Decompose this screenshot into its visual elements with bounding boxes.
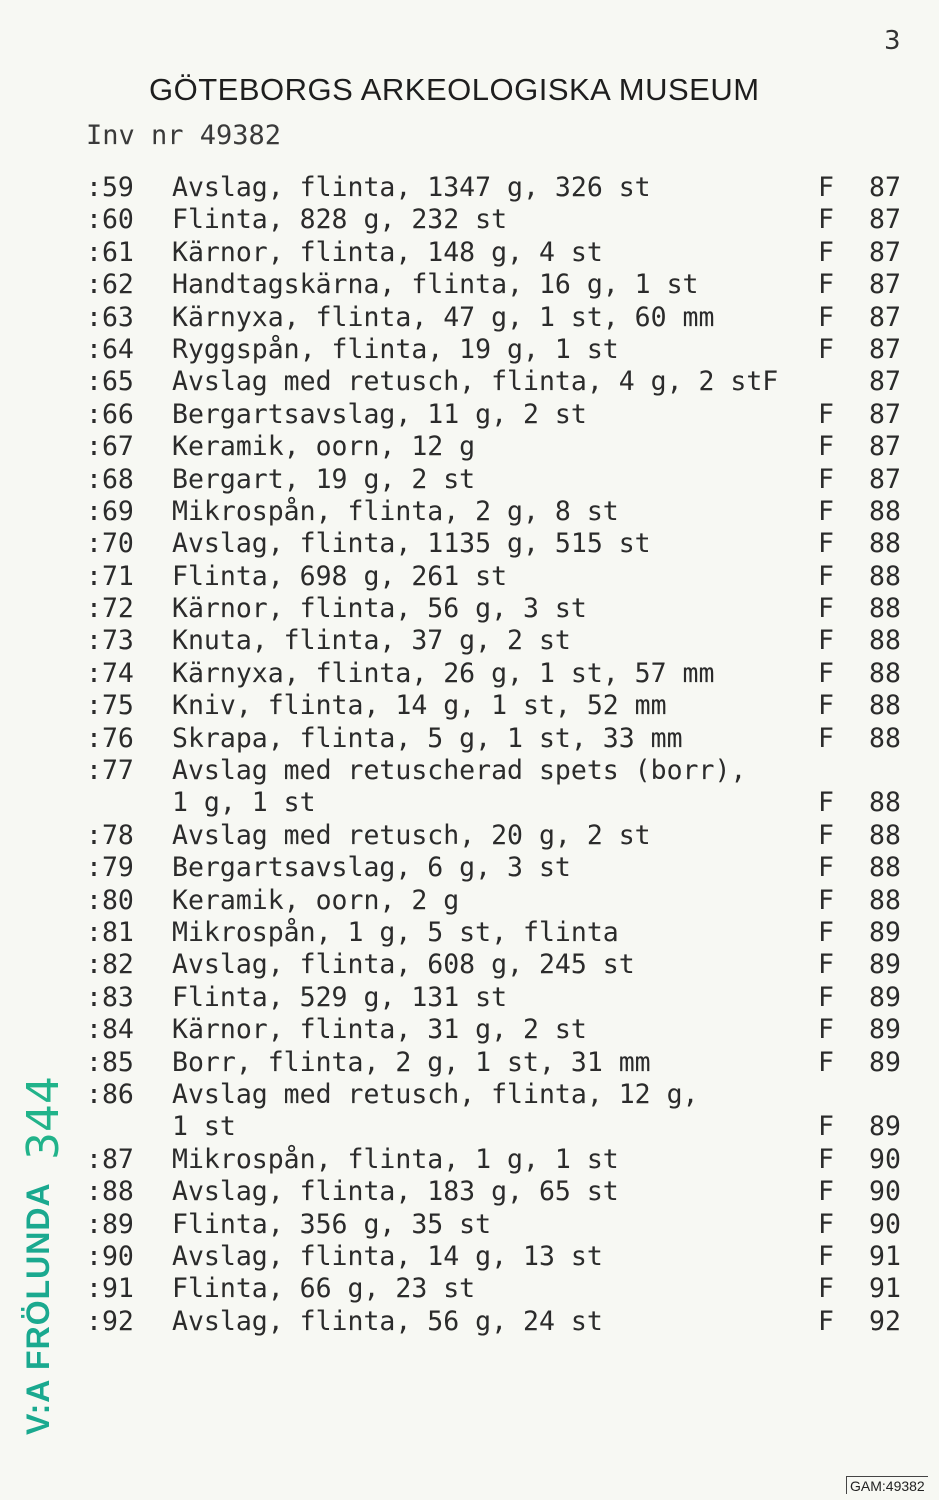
catalog-entry-row [0,204,939,236]
entry-description: Kärnyxa, flinta, 26 g, 1 st, 57 mm [172,657,715,689]
entry-description: Kärnyxa, flinta, 47 g, 1 st, 60 mm [172,301,715,333]
entry-description: Flinta, 66 g, 23 st [172,1273,476,1305]
entry-number: :73 [86,625,134,657]
entry-description: Borr, flinta, 2 g, 1 st, 31 mm [172,1046,651,1078]
entry-description: Mikrospån, flinta, 2 g, 8 st [172,495,619,527]
handwritten-site-number: 344 [18,1076,69,1160]
entry-folder-code: F [818,593,834,625]
entry-description: Avslag, flinta, 56 g, 24 st [172,1305,603,1337]
entry-page-ref: 87 [869,236,901,268]
catalog-entry-row [0,885,939,917]
catalog-entry-row [0,723,939,755]
entry-number: :75 [86,690,134,722]
entry-description: Bergartsavslag, 11 g, 2 st [172,398,587,430]
entry-description: Flinta, 828 g, 232 st [172,204,508,236]
entry-description: Handtagskärna, flinta, 16 g, 1 st [172,269,699,301]
entry-folder-code: F [818,398,834,430]
entry-folder-code: F [818,884,834,916]
entry-folder-code: F [818,236,834,268]
entry-page-ref: 87 [869,269,901,301]
entry-description: Avslag med retusch, flinta, 4 g, 2 stF [172,366,779,398]
catalog-entry-row [0,237,939,269]
entry-folder-code: F [818,1273,834,1305]
entry-page-ref: 88 [869,787,901,819]
entry-description: Ryggspån, flinta, 19 g, 1 st [172,333,619,365]
entry-page-ref: 87 [869,333,901,365]
entry-folder-code: F [818,528,834,560]
entry-number: :89 [86,1208,134,1240]
entry-folder-code: F [818,722,834,754]
catalog-entry-row [0,949,939,981]
catalog-entry-row [0,496,939,528]
entry-number: :70 [86,528,134,560]
catalog-entry-row [0,593,939,625]
entry-number: :62 [86,269,134,301]
entry-number: :80 [86,884,134,916]
entry-description: Avslag, flinta, 1347 g, 326 st [172,172,651,203]
entry-description: Skrapa, flinta, 5 g, 1 st, 33 mm [172,722,683,754]
entry-page-ref: 88 [869,690,901,722]
entry-number: :81 [86,916,134,948]
entry-number: :77 [86,755,134,787]
catalog-entry-row [0,399,939,431]
entry-page-ref: 89 [869,1014,901,1046]
entry-number: :66 [86,398,134,430]
entry-page-ref: 88 [869,593,901,625]
entry-folder-code: F [818,1046,834,1078]
catalog-entry-row [0,302,939,334]
entry-number: :69 [86,495,134,527]
catalog-entry-row [0,1079,939,1111]
entry-folder-code: F [818,463,834,495]
entry-folder-code: F [818,916,834,948]
entry-page-ref: 92 [869,1305,901,1337]
entry-folder-code: F [818,787,834,819]
catalog-entry-row [0,464,939,496]
entry-folder-code: F [818,495,834,527]
entry-number: :83 [86,981,134,1013]
catalog-entry-row [0,755,939,787]
entry-page-ref: 88 [869,819,901,851]
entry-number: :65 [86,366,134,398]
entry-page-ref: 89 [869,1046,901,1078]
entry-folder-code: F [818,981,834,1013]
entry-description: Mikrospån, flinta, 1 g, 1 st [172,1143,619,1175]
catalog-entry-row [0,1047,939,1079]
entry-folder-code: F [818,431,834,463]
entry-number: :59 [86,172,134,203]
entry-number: :79 [86,852,134,884]
entry-folder-code: F [818,852,834,884]
entry-page-ref: 87 [869,398,901,430]
entry-folder-code: F [818,690,834,722]
entry-folder-code: F [818,269,834,301]
catalog-entry-row [0,658,939,690]
catalog-entry-row [0,1144,939,1176]
catalog-entry-row [0,561,939,593]
catalog-entry-row [0,366,939,398]
entry-page-ref: 89 [869,1111,901,1143]
entry-page-ref: 90 [869,1143,901,1175]
entry-folder-code: F [818,172,834,203]
entry-page-ref: 88 [869,625,901,657]
entry-folder-code: F [818,1014,834,1046]
catalog-entry-row [0,852,939,884]
entry-page-ref: 87 [869,366,901,398]
entry-description: Kärnor, flinta, 31 g, 2 st [172,1014,587,1046]
entry-number: :64 [86,333,134,365]
entry-number: :87 [86,1143,134,1175]
entry-number: :74 [86,657,134,689]
entry-page-ref: 90 [869,1176,901,1208]
entry-number: :91 [86,1273,134,1305]
entry-page-ref: 88 [869,495,901,527]
catalog-entry-row [0,917,939,949]
entry-folder-code: F [818,1143,834,1175]
site-stamp: V:A FRÖLUNDA [20,1182,56,1435]
entry-number: :72 [86,593,134,625]
catalog-entry-row [0,1176,939,1208]
entry-page-ref: 87 [869,463,901,495]
entry-description: Bergart, 19 g, 2 st [172,463,476,495]
entry-description: Avslag med retusch, flinta, 12 g, [172,1078,699,1110]
entry-description: Kärnor, flinta, 148 g, 4 st [172,236,603,268]
entry-page-ref: 91 [869,1240,901,1272]
entry-description: Knuta, flinta, 37 g, 2 st [172,625,571,657]
entry-folder-code: F [818,1176,834,1208]
entry-page-ref: 88 [869,852,901,884]
entry-folder-code: F [818,204,834,236]
entry-number: :92 [86,1305,134,1337]
entry-description: Avslag, flinta, 183 g, 65 st [172,1176,619,1208]
entry-number: :82 [86,949,134,981]
entry-folder-code: F [818,333,834,365]
entry-page-ref: 89 [869,949,901,981]
entry-number: :71 [86,560,134,592]
entry-page-ref: 88 [869,884,901,916]
entry-description: Kniv, flinta, 14 g, 1 st, 52 mm [172,690,667,722]
catalog-entry-row [0,820,939,852]
entry-description: Avslag, flinta, 1135 g, 515 st [172,528,651,560]
entry-page-ref: 90 [869,1208,901,1240]
entry-number: :78 [86,819,134,851]
entry-number: :60 [86,204,134,236]
catalog-entry-row [0,269,939,301]
entry-page-ref: 88 [869,560,901,592]
entry-folder-code: F [818,949,834,981]
entry-description: Kärnor, flinta, 56 g, 3 st [172,593,587,625]
entry-description: Avslag, flinta, 608 g, 245 st [172,949,635,981]
entry-page-ref: 89 [869,981,901,1013]
entry-folder-code: F [818,1240,834,1272]
catalog-entry-row [0,1241,939,1273]
catalog-entry-row [0,334,939,366]
catalog-entry-row [0,1306,939,1338]
entry-description: Mikrospån, 1 g, 5 st, flinta [172,916,619,948]
entry-page-ref: 88 [869,722,901,754]
entry-number: :90 [86,1240,134,1272]
catalog-entry-row [0,1111,939,1143]
catalog-entry-row [0,1014,939,1046]
entry-description: Avslag med retusch, 20 g, 2 st [172,819,651,851]
catalog-entry-row [0,690,939,722]
entry-page-ref: 87 [869,431,901,463]
inventory-number: Inv nr 49382 [86,120,282,151]
entry-description: 1 g, 1 st [172,787,316,819]
entry-number: :61 [86,236,134,268]
entry-folder-code: F [818,657,834,689]
museum-title: GÖTEBORGS ARKEOLOGISKA MUSEUM [149,72,760,107]
entry-page-ref: 88 [869,528,901,560]
entry-page-ref: 91 [869,1273,901,1305]
catalog-entry-row [0,982,939,1014]
entry-folder-code: F [818,560,834,592]
entry-folder-code: F [818,625,834,657]
entry-description: Flinta, 356 g, 35 st [172,1208,492,1240]
entry-description: Avslag med retuscherad spets (borr), [172,755,747,787]
reference-label: GAM:49382 [846,1476,928,1494]
entry-folder-code: F [818,1111,834,1143]
entry-description: Flinta, 529 g, 131 st [172,981,508,1013]
entry-number: :86 [86,1078,134,1110]
page-number: 3 [884,26,901,56]
entry-page-ref: 89 [869,916,901,948]
entry-description: 1 st [172,1111,236,1143]
entry-description: Keramik, oorn, 12 g [172,431,476,463]
entry-folder-code: F [818,819,834,851]
catalog-entry-row [0,431,939,463]
catalog-entry-row [0,625,939,657]
entry-description: Flinta, 698 g, 261 st [172,560,508,592]
entry-page-ref: 87 [869,301,901,333]
entry-number: :76 [86,722,134,754]
entry-list [0,172,939,1338]
entry-number: :67 [86,431,134,463]
catalog-entry-row [0,1273,939,1305]
entry-page-ref: 87 [869,204,901,236]
entry-folder-code: F [818,1305,834,1337]
entry-description: Bergartsavslag, 6 g, 3 st [172,852,571,884]
catalog-entry-row [0,528,939,560]
entry-number: :88 [86,1176,134,1208]
entry-folder-code: F [818,301,834,333]
entry-page-ref: 88 [869,657,901,689]
entry-description: Keramik, oorn, 2 g [172,884,460,916]
catalog-entry-row [0,172,939,204]
catalog-entry-row [0,1209,939,1241]
catalog-entry-row [0,787,939,819]
entry-number: :85 [86,1046,134,1078]
entry-page-ref: 87 [869,172,901,203]
entry-folder-code: F [818,1208,834,1240]
entry-number: :63 [86,301,134,333]
entry-number: :68 [86,463,134,495]
entry-description: Avslag, flinta, 14 g, 13 st [172,1240,603,1272]
entry-number: :84 [86,1014,134,1046]
